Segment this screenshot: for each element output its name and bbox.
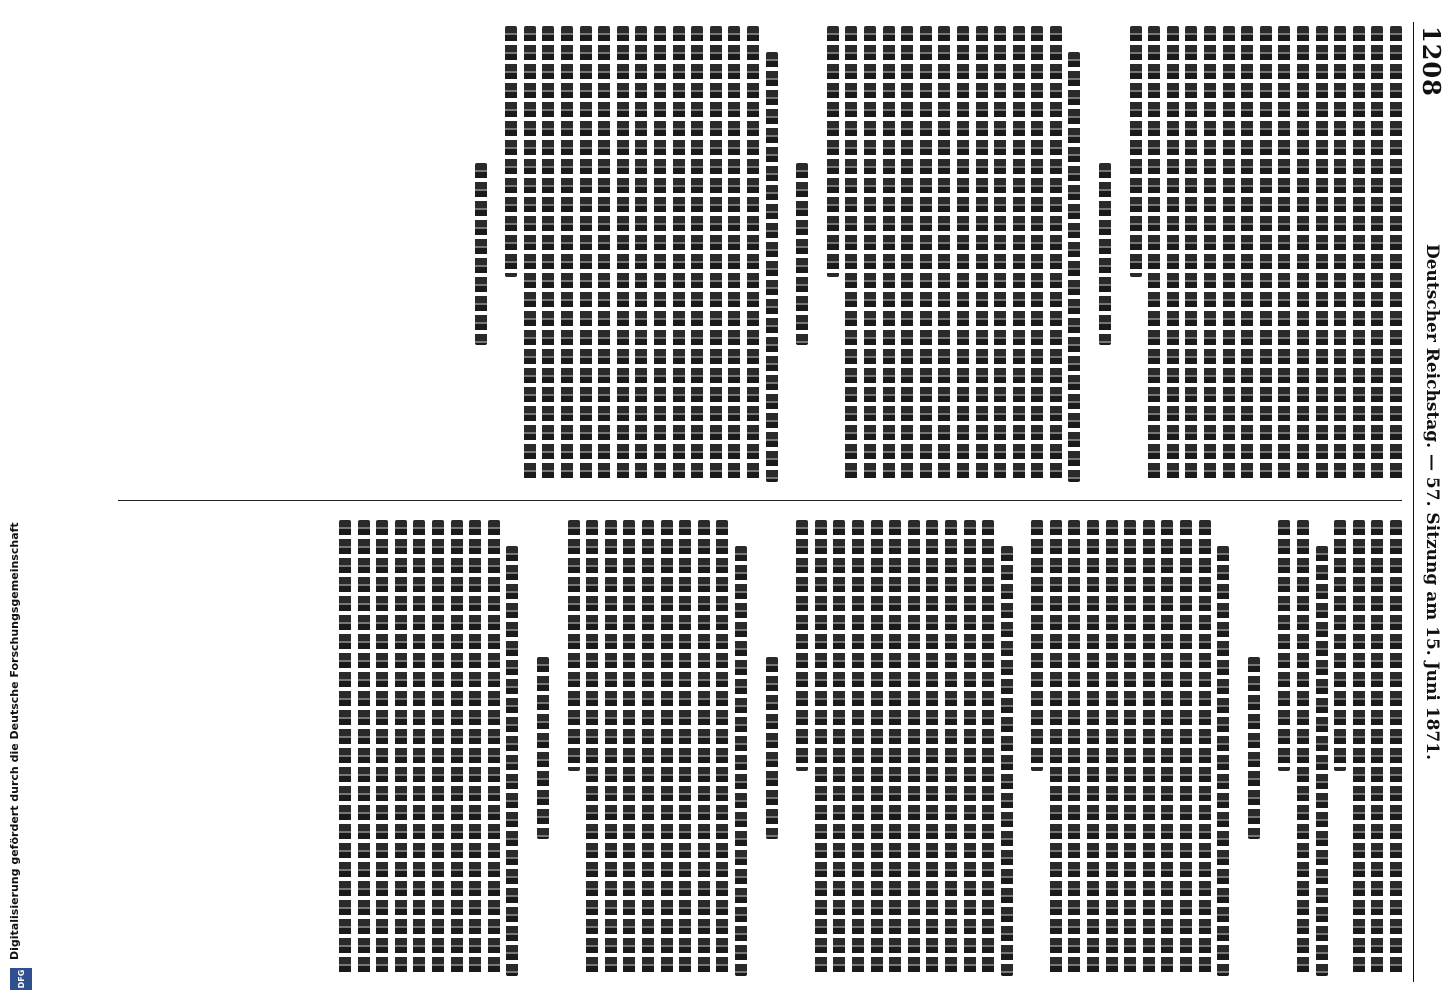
text-line xyxy=(1278,26,1290,482)
text-line xyxy=(414,520,426,976)
text-line xyxy=(1204,26,1216,482)
text-line xyxy=(1130,26,1142,277)
text-line xyxy=(1241,26,1253,482)
paragraph-gap xyxy=(778,26,790,482)
text-line xyxy=(1353,26,1365,482)
text-line xyxy=(864,26,876,482)
paragraph-gap xyxy=(778,520,790,976)
text-line xyxy=(964,520,976,976)
text-line xyxy=(691,26,703,482)
text-line xyxy=(766,52,778,482)
text-line xyxy=(728,26,740,482)
text-line xyxy=(1001,546,1013,976)
text-line xyxy=(1106,520,1118,976)
text-line xyxy=(926,520,938,976)
text-line xyxy=(623,520,635,976)
text-line xyxy=(1334,26,1346,482)
text-line xyxy=(1050,26,1062,482)
text-line xyxy=(376,520,388,976)
text-line xyxy=(889,520,901,976)
paragraph-gap xyxy=(747,520,759,976)
text-line xyxy=(1185,26,1197,482)
text-line xyxy=(580,26,592,482)
credit-text: Digitalisierung gefördert durch die Deutsche Forschungsgemeinschaft xyxy=(8,522,21,960)
paragraph-gap xyxy=(1260,520,1272,976)
text-line xyxy=(506,546,518,976)
text-line xyxy=(945,520,957,976)
text-line xyxy=(938,26,950,482)
text-line xyxy=(1031,26,1043,482)
text-line xyxy=(488,520,500,976)
text-line xyxy=(1069,52,1081,482)
text-line xyxy=(537,657,549,839)
text-line xyxy=(605,520,617,976)
text-line xyxy=(845,26,857,482)
text-line xyxy=(524,26,536,482)
text-line xyxy=(766,657,778,839)
text-line xyxy=(698,520,710,976)
text-line xyxy=(568,520,580,771)
text-line xyxy=(1050,520,1062,976)
digitization-credit xyxy=(8,0,38,1000)
text-line xyxy=(586,520,598,976)
text-line xyxy=(908,520,920,976)
text-line xyxy=(901,26,913,482)
text-line xyxy=(1297,520,1309,976)
text-line xyxy=(358,520,370,976)
text-line xyxy=(710,26,722,482)
text-line xyxy=(735,546,747,976)
running-title: Deutscher Reichstag. — 57. Sitzung am 15. Juni 1871. xyxy=(1422,244,1442,760)
text-line xyxy=(957,26,969,482)
text-line xyxy=(1069,520,1081,976)
text-line xyxy=(1353,520,1365,976)
text-line xyxy=(827,26,839,277)
text-line xyxy=(1248,657,1260,839)
text-line xyxy=(1390,520,1402,976)
text-line xyxy=(642,520,654,976)
text-line xyxy=(1099,163,1111,345)
text-line xyxy=(796,163,808,345)
text-line xyxy=(852,520,864,976)
text-line xyxy=(395,520,407,976)
paragraph-gap xyxy=(487,26,499,482)
text-line xyxy=(1013,26,1025,482)
text-line xyxy=(451,520,463,976)
paragraph-gap xyxy=(1229,520,1241,976)
text-line xyxy=(561,26,573,482)
text-line xyxy=(1217,546,1229,976)
text-line xyxy=(871,520,883,976)
text-line xyxy=(617,26,629,482)
column-divider xyxy=(118,500,1402,501)
text-line xyxy=(475,163,487,345)
text-line xyxy=(1167,26,1179,482)
text-line xyxy=(1223,26,1235,482)
text-line xyxy=(542,26,554,482)
paragraph-gap xyxy=(549,520,561,976)
text-line xyxy=(1297,26,1309,482)
text-line xyxy=(679,520,691,976)
dfg-logo: DFG xyxy=(10,968,32,990)
text-line xyxy=(339,520,351,976)
text-line xyxy=(1260,26,1272,482)
rotated-page-content xyxy=(108,22,1448,982)
running-header xyxy=(1413,22,1448,982)
text-line xyxy=(796,520,808,771)
text-line xyxy=(1390,26,1402,482)
paragraph-gap xyxy=(808,26,820,482)
page-number: 1208 xyxy=(1417,26,1446,97)
text-line xyxy=(505,26,517,277)
text-line xyxy=(1124,520,1136,976)
paragraph-gap xyxy=(1081,26,1093,482)
text-line xyxy=(661,520,673,976)
text-line xyxy=(635,26,647,482)
text-line xyxy=(1148,26,1160,482)
paragraph-gap xyxy=(1111,26,1123,482)
text-line xyxy=(747,26,759,482)
paragraph-gap xyxy=(518,520,530,976)
text-line xyxy=(1180,520,1192,976)
text-line xyxy=(1199,520,1211,976)
text-line xyxy=(1031,520,1043,771)
text-line xyxy=(1278,520,1290,771)
text-line xyxy=(1161,520,1173,976)
left-column xyxy=(118,26,1402,482)
text-line xyxy=(994,26,1006,482)
text-line xyxy=(1143,520,1155,976)
text-line xyxy=(1371,26,1383,482)
text-line xyxy=(815,520,827,976)
text-line xyxy=(673,26,685,482)
text-line xyxy=(469,520,481,976)
text-line xyxy=(833,520,845,976)
text-line xyxy=(654,26,666,482)
right-column xyxy=(118,520,1402,976)
text-line xyxy=(1334,520,1346,771)
text-line xyxy=(598,26,610,482)
text-line xyxy=(716,520,728,976)
text-line xyxy=(1316,546,1328,976)
text-line xyxy=(920,26,932,482)
text-line xyxy=(982,520,994,976)
text-line xyxy=(883,26,895,482)
text-line xyxy=(976,26,988,482)
paragraph-gap xyxy=(1013,520,1025,976)
text-line xyxy=(432,520,444,976)
scanned-page xyxy=(60,0,1446,1000)
text-line xyxy=(1371,520,1383,976)
text-line xyxy=(1087,520,1099,976)
text-line xyxy=(1316,26,1328,482)
